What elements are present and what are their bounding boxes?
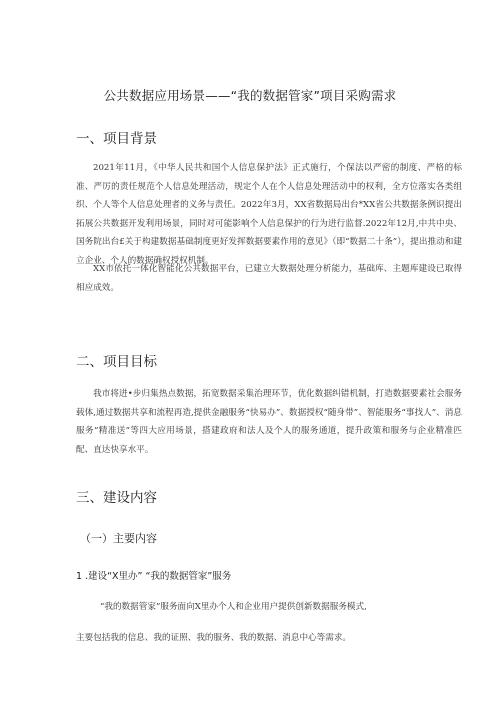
section-heading-background: 一、项目背景 — [76, 131, 157, 147]
subheading-main-content: （一）主要内容 — [80, 532, 157, 545]
section-heading-goals: 二、项目目标 — [76, 354, 157, 370]
section-heading-content: 三、建设内容 — [76, 490, 157, 506]
content-line-1: “我的数据管家”服务面向X里办个人和企业用户提供创新数据服务模式, — [100, 602, 367, 612]
paragraph-goals-1-text: 我市将进•步归集热点数据，拓宽数据采集治理环节，优化数据纠错机制，打造数据要素社会服务载体,通过数据共享和流程再造,提供金融服务“快易办”、数据授权“随身带”、智能服务“事找人”、消息服务“精准送”等四大应用场景，搭建政府和法人及个人的服务通道，提升政策和服务与企业精准匹配、直达快享水平。 — [76, 389, 462, 455]
content-line-2: 主要包括我的信息、我的证照、我的服务、我的数据、消息中心等需求。 — [76, 633, 352, 643]
paragraph-background-2-text: XX市依托一体化智能化公共数据平台，已建立大数据处理分析能力，基础库、主题库建设已取得相应成效。 — [76, 264, 462, 293]
document-title: 公共数据应用场景——“我的数据管家”项目采购需求 — [103, 88, 397, 103]
paragraph-background-1 — [76, 159, 462, 270]
paragraph-goals-1 — [76, 385, 462, 459]
item-heading-1: 1 .建设“X里办” “我的数据管家”服务 — [76, 571, 232, 582]
paragraph-background-1-text: 2021年11月，《中华人民共和国个人信息保护法》正式施行，个保法以严密的制度、严格的标准、严厉的责任规范个人信息处理活动，规定个人在个人信息处理活动中的权利，全方位落实各类组织、个人等个人信息处理者的义务与责任。2022年3月，XX省数据局出台*XX省公共数据条例识提出拓展公共数据开发利用场景，同时对可能影响个人信息保护的行为进行监督.2022年12月,中共中央、国务院出台£关于构建数据基础制度更好发挥数据要素作用的意见》（即“数据二十条”），提出推动和建立企业、个人的数据确权授权机制。 — [76, 163, 462, 266]
paragraph-background-2 — [76, 260, 462, 297]
